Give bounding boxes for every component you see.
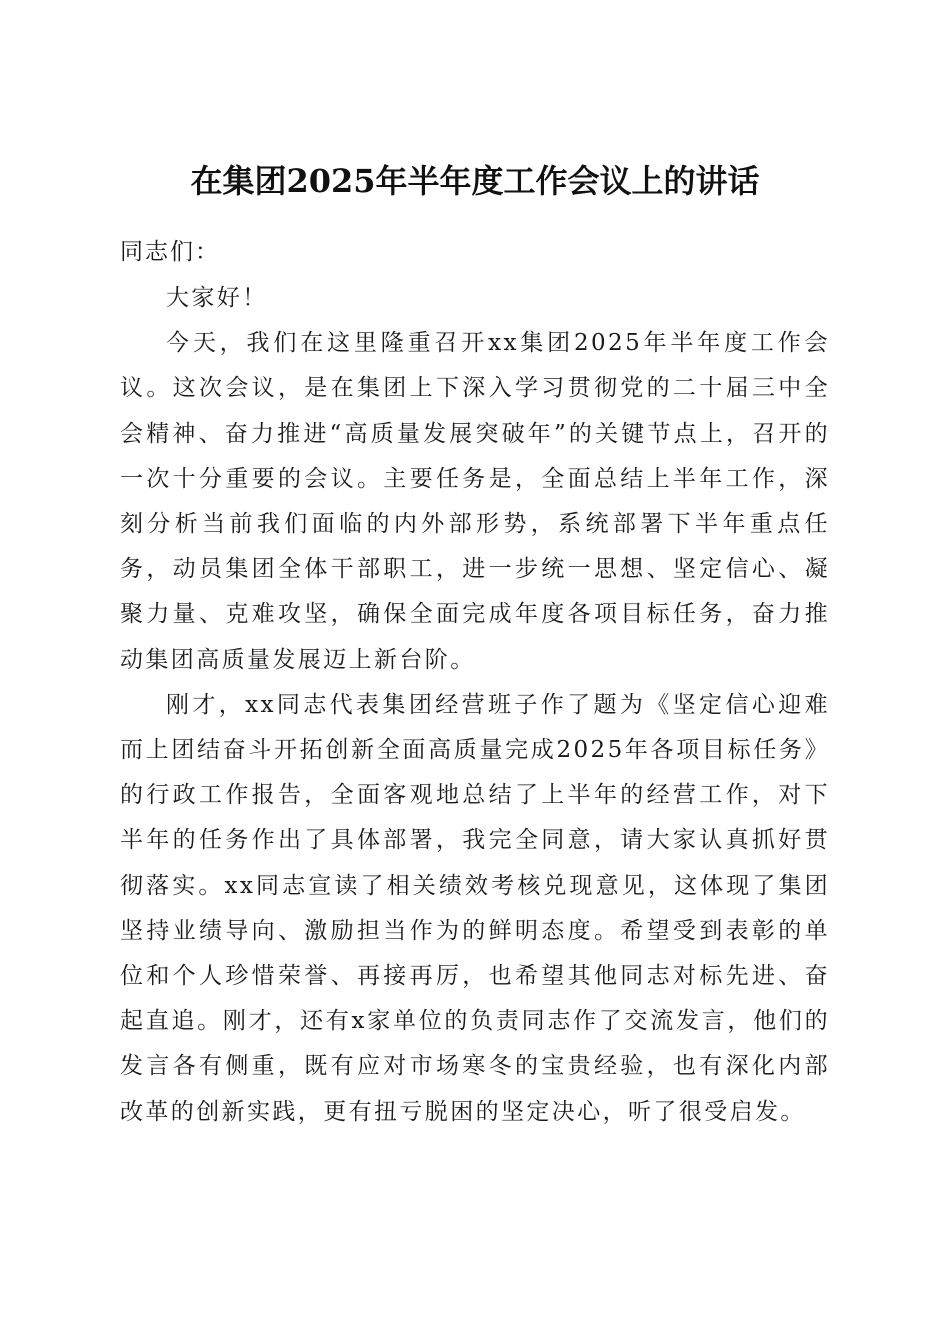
- salutation: 同志们：: [120, 239, 220, 265]
- document-title: 在集团2025年半年度工作会议上的讲话: [190, 162, 760, 201]
- paragraph-meeting-purpose: 今天，我们在这里隆重召开xx集团2025年半年度工作会议。这次会议，是在集团上下深入学习贯彻党的二十届三中全会精神、奋力推进“高质量发展突破年”的关键节点上，召开的一次十分重要的会议。主要任务是，全面总结上半年工作，深刻分析当前我们面临的内外部形势，系统部署下半年重点任务，动员集团全体干部职工，进一步统一思想、坚定信心、凝聚力量、克难攻坚，确保全面完成年度各项目标任务，奋力推动集团高质量发展迈上新台阶。: [120, 330, 830, 673]
- paragraph-report-review: 刚才，xx同志代表集团经营班子作了题为《坚定信心迎难而上团结奋斗开拓创新全面高质量完成2025年各项目标任务》的行政工作报告，全面客观地总结了上半年的经营工作，对下半年的任务作出了具体部署，我完全同意，请大家认真抓好贯彻落实。xx同志宣读了相关绩效考核兑现意见，这体现了集团坚持业绩导向、激励担当作为的鲜明态度。希望受到表彰的单位和个人珍惜荣誉、再接再厉，也希望其他同志对标先进、奋起直追。刚才，还有x家单位的负责同志作了交流发言，他们的发言各有侧重，既有应对市场寒冬的宝贵经验，也有深化内部改革的创新实践，更有扭亏脱困的坚定决心，听了很受启发。: [120, 691, 830, 1125]
- document-body: [120, 276, 830, 1135]
- paragraph-greeting: 大家好！: [166, 285, 268, 311]
